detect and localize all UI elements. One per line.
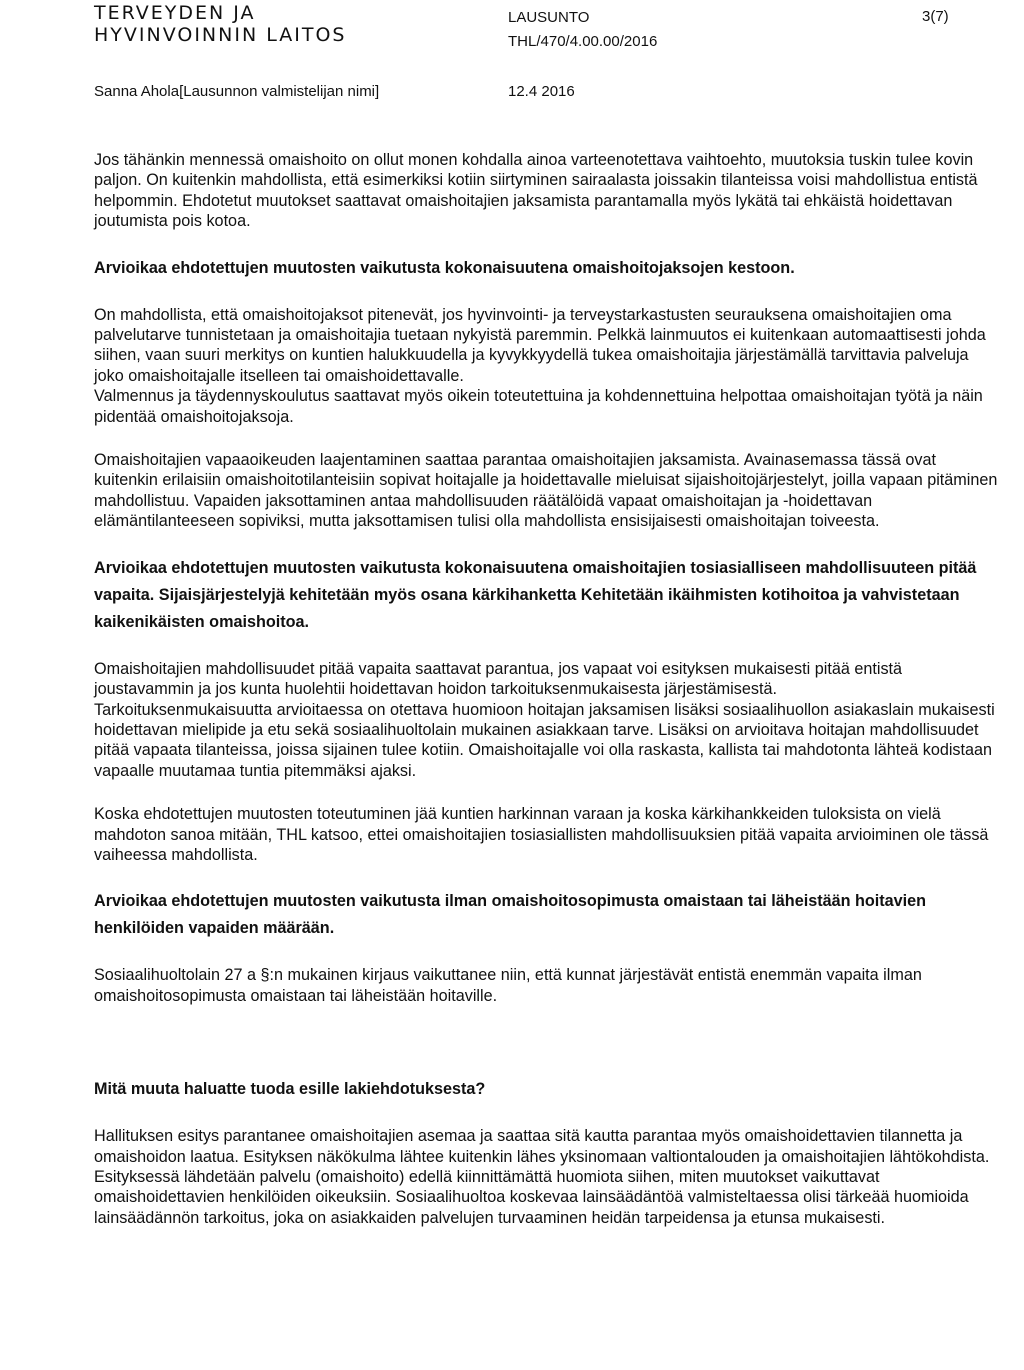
page-number: 3(7) xyxy=(922,8,949,25)
question-2: Arvioikaa ehdotettujen muutosten vaikutusta kokonaisuutena omaishoitajien tosiasialliseen mahdollisuuteen pitää vapaita. Sijaisjärjestelyjä kehitetään myös osana kärkihanketta Kehitetään ikäihmisten kotihoitoa ja vahvistetaan kaikenikäisten omaishoitoa. xyxy=(94,558,977,631)
question-1: Arvioikaa ehdotettujen muutosten vaikutusta kokonaisuutena omaishoitojaksojen kestoon. xyxy=(94,258,795,277)
header-organization xyxy=(94,2,346,46)
paragraph-6: Tarkoituksenmukaisuutta arvioitaessa on otettava huomioon hoitajan jaksamisen lisäksi sosiaalihuollon asiakaslain mukaisesti hoidettavan mielipide ja etu sekä sosiaalihuoltolain mukainen asiakkaan tarve. Lisäksi on arvioitava hoitajan mahdollisuudet pitää vapaata tilanteissa, joissa sijainen tulee kotiin. Omaishoitajalle voi olla raskasta, kallista tai mahdotonta lähteä kodistaan vapaalle muutamaa tuntia pitemmäksi ajaksi. xyxy=(94,700,995,780)
question-4: Mitä muuta haluatte tuoda esille lakiehdotuksesta? xyxy=(94,1080,486,1099)
paragraph-9: Hallituksen esitys parantanee omaishoitajien asemaa ja saattaa sitä kautta parantaa myös omaishoidettavien tilannetta ja omaishoidon laatua. Esityksen näkökulma lähtee kuitenkin lähes yksinomaan valtiontalouden ja omaishoitajien lähtökohdista. Esityksessä lähdetään palvelu (omaishoito) edellä kiinnittämättä huomiota siihen, miten muutokset vaikuttavat omaishoidettavien henkilöiden oikeuksiin. Sosiaalihuoltoa koskevaa lainsäädäntöä valmisteltaessa olisi tärkeää huomioida lainsäädännön tarkoitus, joka on asiakkaiden palvelujen turvaaminen heidän tarpeidensa ja etunsa mukaisesti. xyxy=(94,1127,990,1227)
question-3: Arvioikaa ehdotettujen muutosten vaikutusta ilman omaishoitosopimusta omaistaan tai läheistään hoitavien henkilöiden vapaiden määrään. xyxy=(94,892,927,938)
paragraph-1: Jos tähänkin mennessä omaishoito on ollut monen kohdalla ainoa varteenotettava vaihtoehto, muutoksia tuskin tulee kovin paljon. On kuitenkin mahdollista, että esimerkiksi kotiin siirtyminen sairaalasta joissakin tilanteissa voisi mahdollistua entistä helpommin. Ehdotetut muutokset saattavat omaishoitajien jaksamista parantamalla myös lykätä tai ehkäistä hoidettavan joutumista pois kotoa. xyxy=(94,151,978,231)
header-document-info xyxy=(508,6,657,54)
org-name-line-1: TERVEYDEN JA xyxy=(94,2,256,24)
paragraph-8: Sosiaalihuoltolain 27 a §:n mukainen kirjaus vaikuttanee niin, että kunnat järjestävät entistä enemmän vapaita ilman omaishoitosopimusta omaistaan tai läheistään hoitaville. xyxy=(94,966,922,1005)
document-body xyxy=(94,150,1000,1228)
paragraph-2: On mahdollista, että omaishoitojaksot pitenevät, jos hyvinvointi- ja terveystarkastusten seurauksena omaishoitajien oma palvelutarve tunnistetaan ja omaishoitajia tuetaan nykyistä paremmin. Pelkkä lainmuutos ei kuitenkaan automaattisesti johda siihen, vaan suuri merkitys on kuntien halukkuudella ja kyvykkyydellä tukea omaishoitajia järjestämällä tarvittavia palveluja joko omaishoitajalle itselleen tai omaishoidettavalle. xyxy=(94,305,986,385)
document-number: THL/470/4.00.00/2016 xyxy=(508,33,658,50)
document-date: 12.4 2016 xyxy=(508,83,575,100)
paragraph-5: Omaishoitajien mahdollisuudet pitää vapaita saattavat parantua, jos vapaat voi esityksen mukaisesti pitää entistä joustavammin ja jos kunta huolehtii hoidettavan hoidon tarkoituksenmukaisesta järjestämisestä. xyxy=(94,659,903,699)
org-name-line-2: HYVINVOINNIN LAITOS xyxy=(94,24,347,46)
paragraph-4: Omaishoitajien vapaaoikeuden laajentaminen saattaa parantaa omaishoitajien jaksamista. Avainasemassa tässä ovat kuitenkin erilaisiin omaishoitotilanteisiin sopivat hoitajalle ja hoidettavalle mieluisat sijaishoitojärjestelyt, joilla vapaan pitäminen mahdollistuu. Vapaiden jaksottaminen antaa mahdollisuuden räätälöidä vapaat omaishoitajan ja -hoidettavan elämäntilanteeseen sopiviksi, mutta jaksottamisen tulisi olla mahdollista ensisijaisesti omaishoitajan toiveesta. xyxy=(94,451,998,531)
paragraph-7: Koska ehdotettujen muutosten toteutuminen jää kuntien harkinnan varaan ja koska kärkihankkeiden tuloksista on vielä mahdoton sanoa mitään, THL katsoo, ettei omaishoitajien tosiasiallisten mahdollisuuksien pitää vapaita arvioiminen ole tässä vaiheessa mahdollista. xyxy=(94,805,989,864)
document-type: LAUSUNTO xyxy=(508,9,590,26)
author-name: Sanna Ahola[Lausunnon valmistelijan nimi] xyxy=(94,83,380,100)
paragraph-3: Valmennus ja täydennyskoulutus saattavat myös oikein toteutettuina ja kohdennettuina helpottaa omaishoitajan työtä ja näin pidentää omaishoitojaksoja. xyxy=(94,387,983,426)
